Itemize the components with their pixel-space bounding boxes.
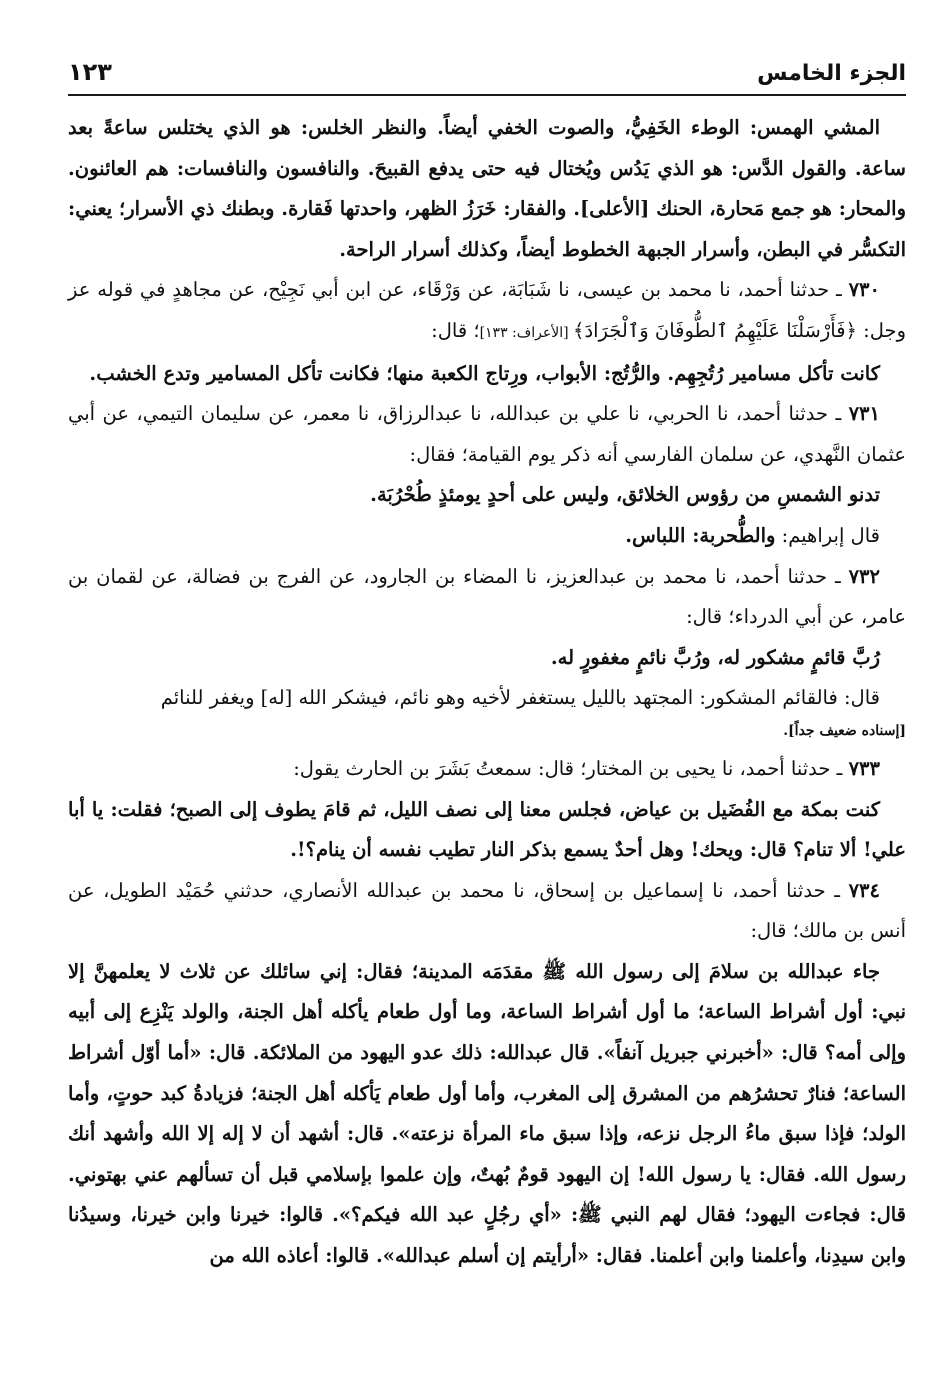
running-head: الجزء الخامس	[757, 61, 906, 86]
glossary-paragraph: المشي الهمس: الوطء الخَفِيُّ، والصوت الخفي أيضاً. والنظر الخلس: هو الذي يختلس ساعةً بعد ساعة. والقول الدَّس: هو الذي يَدُس ويُختال فيه حتى يدفع القبيحَ. والنافسون والنافسات: هم العائنون. والمحار: هو جمع مَحارة، الحنك [الأعلى]. والفقار: خَرَزُ الظهر، واحدتها فَقارة. وبطنك ذي الأسرار؛ يعني: التكسُّر في البطن، وأسرار الجبهة الخطوط أيضاً، وكذلك أسرار الراحة.	[68, 116, 906, 261]
hadith-730-text: كانت تأكل مسامير رُتُجِهِم. والرُّتُج: الأبواب، ورِتاج الكعبة منها؛ فكانت تأكل المسامير وتدع الخشب.	[89, 361, 880, 385]
hadith-732-chain	[68, 557, 906, 638]
hadith-number: ٧٣١	[848, 402, 880, 426]
hadith-number: ٧٣٠	[848, 278, 880, 302]
isnad-text: ـ حدثنا أحمد، نا محمد بن عيسى، نا شَبَابَة، عن وَرْقَاء، عن ابن أبي نَجِيْح، عن مجاهدٍ في قوله عز وجل:	[68, 278, 906, 342]
hadith-731-chain	[68, 394, 906, 475]
hadith-732-text: رُبَّ قائمٍ مشكور له، ورُبَّ نائمٍ مغفورٍ له.	[550, 645, 880, 669]
quran-reference: [الأعراف: ١٣٣]	[479, 324, 574, 341]
hadith-734-chain	[68, 871, 906, 952]
isnad-text: ـ حدثنا أحمد، نا إسماعيل بن إسحاق، نا محمد بن عبدالله الأنصاري، حدثني حُمَيْد الطويل، عن أنس بن مالك؛ قال:	[68, 878, 906, 943]
isnad-text: ـ حدثنا أحمد، نا يحيى بن المختار؛ قال: سمعتُ بَشَرَ بن الحارث يقول:	[293, 756, 849, 780]
hadith-733-text: كنت بمكة مع الفُضَيل بن عياض، فجلس معنا إلى نصف الليل، ثم قامَ يطوف إلى الصبح؛ فقلت: يا أبا علي! ألا تنام؟ قال: ويحك! وهل أحدٌ يسمع بذكر النار تطيب نفسه أن ينام؟!.	[68, 797, 906, 862]
hadith-731-explanation	[68, 516, 906, 557]
hadith-number: ٧٣٤	[848, 878, 880, 902]
book-page	[68, 50, 906, 1370]
explanation-lead: قال إبراهيم:	[775, 523, 880, 547]
page-body	[68, 96, 906, 1277]
hadith-731-text: تدنو الشمسِ من رؤوس الخلائق، وليس على أحدٍ يومئذٍ طُحْرُبَة.	[370, 483, 880, 507]
explanation-definition: والطُّحربة: اللباس.	[625, 523, 776, 547]
isnad-text: ـ حدثنا أحمد، نا محمد بن عبدالعزيز، نا المضاء بن الجارود، عن الفرج بن فضالة، عن لقمان بن عامر، عن أبي الدرداء؛ قال:	[68, 564, 906, 629]
isnad-tail: ؛ قال:	[431, 318, 480, 342]
page-header	[68, 50, 906, 96]
quran-verse: ﴿فَأَرْسَلْنَا عَلَيْهِمُ ٱلطُّوفَانَ وَٱلْجَرَادَ﴾	[573, 318, 857, 342]
hadith-733-chain	[68, 749, 906, 790]
isnad-text: ـ حدثنا أحمد، نا الحربي، نا علي بن عبدالله، نا عبدالرزاق، نا معمر، عن سليمان التيمي، عن أبي عثمان النَّهدي، عن سلمان الفارسي أنه ذكر يوم القيامة؛ فقال:	[68, 402, 906, 466]
hadith-734-text: جاء عبدالله بن سلامَ إلى رسول الله ﷺ مقدَمَه المدينة؛ فقال: إني سائلك عن ثلاث لا يعلمهنَّ إلا نبي: أول أشراط الساعة؛ ما أول أشراط الساعة، وما أول طعام يأكله أهل الجنة، والولد يَنْزِع إلى أبيه وإلى أمه؟ قال: «أخبرني جبريل آنفاً». قال عبدالله: ذلك عدو اليهود من الملائكة. قال: «أما أوّل أشراط الساعة؛ فنارٌ تحشرُهم من المشرق إلى المغرب، وأما أول طعام يَأكله أهل الجنة؛ فزيادةُ كبد حوتٍ، وأما الولد؛ فإذا سبق ماءُ الرجل نزعه، وإذا سبق ماء المرأة نزعته». قال: أشهد أن لا إله إلا الله وأشهد أنك رسول الله. فقال: يا رسول الله! إن اليهود قومٌ بُهتٌ، وإن علموا بإسلامي قبل أن تسألهم عني بهتوني. قال: فجاءت اليهود؛ فقال لهم النبي ﷺ: «أي رجُلٍ عبد الله فيكم؟». قالوا: خيرنا وابن خيرنا، وسيدُنا وابن سيدِنا، وأعلمنا وابن أعلمنا. فقال: «أرأيتم إن أسلم عبدالله». قالوا: أعاذه الله من	[68, 959, 906, 1268]
isnad-grading-note: [إسناده ضعيف جداً].	[783, 722, 906, 739]
hadith-number: ٧٣٣	[848, 756, 880, 780]
hadith-number: ٧٣٢	[848, 564, 880, 588]
hadith-732-explanation: قال: فالقائم المشكور: المجتهد بالليل يستغفر لأخيه وهو نائم، فيشكر الله [له] ويغفر للنائم	[160, 686, 880, 710]
page-number: ١٢٣	[68, 58, 112, 86]
hadith-730-chain	[68, 270, 906, 353]
